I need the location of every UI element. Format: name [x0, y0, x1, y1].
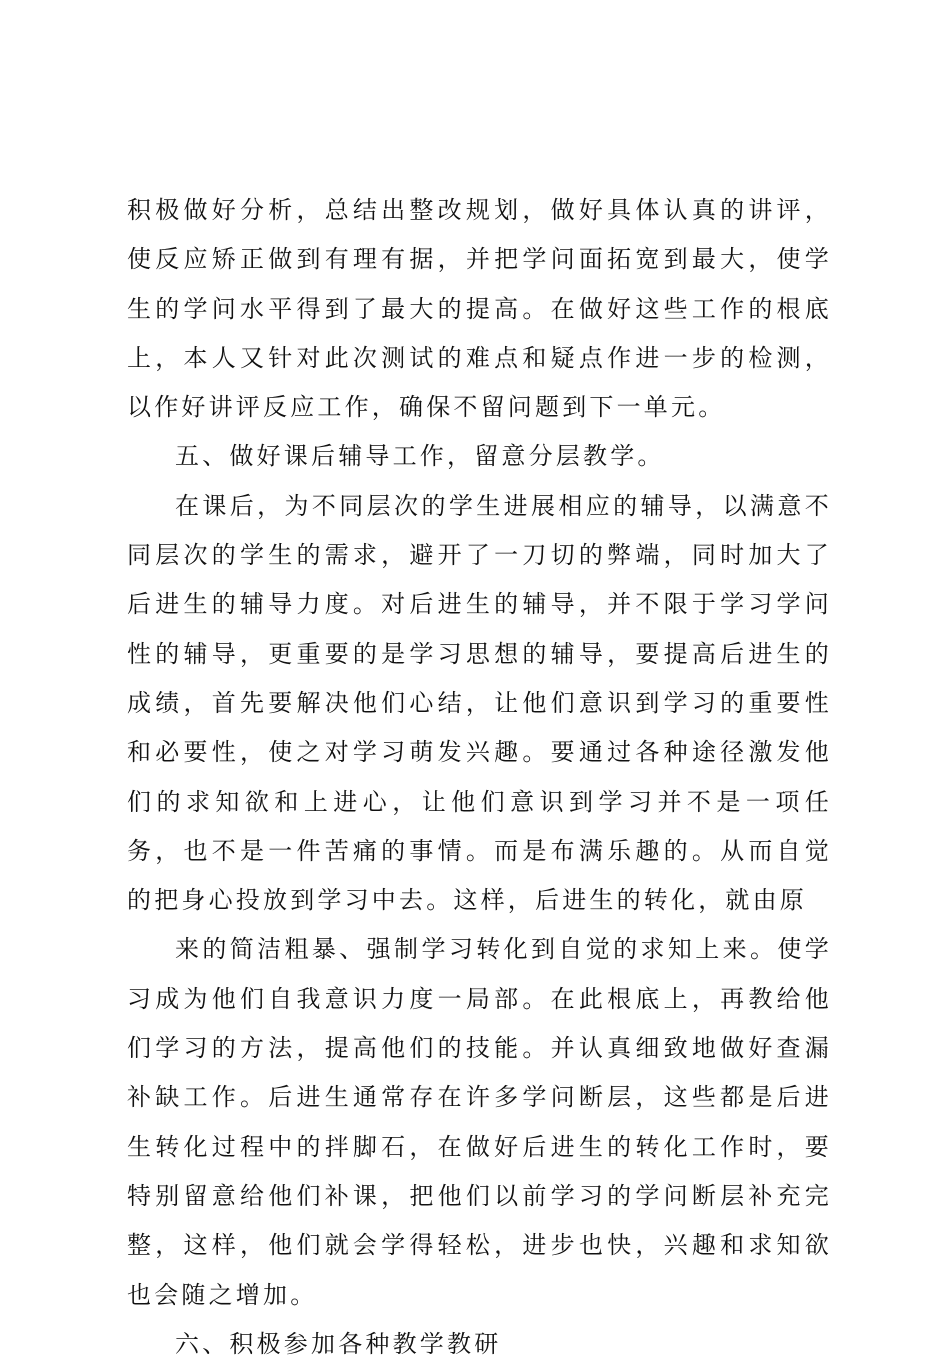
- paragraph-analysis-continued: 积极做好分析，总结出整改规划，做好具体认真的讲评，使反应矫正做到有理有据，并把学问面拓宽到最大，使学生的学问水平得到了最大的提高。在做好这些工作的根底上，本人又针对此次测试的难点和疑点作进一步的检测，以作好讲评反应工作，确保不留问题到下一单元。: [127, 196, 832, 422]
- paragraph-learning-methods: 来的简洁粗暴、强制学习转化到自觉的求知上来。使学习成为他们自我意识力度一局部。在此根底上，再教给他们学习的方法，提高他们的技能。并认真细致地做好查漏补缺工作。后进生通常存在许多学问断层，这些都是后进生转化过程中的拌脚石，在做好后进生的转化工作时，要特别留意给他们补课，把他们以前学习的学问断层补充完整，这样，他们就会学得轻松，进步也快，兴趣和求知欲也会随之增加。: [127, 935, 832, 1309]
- document-body: [127, 186, 832, 1369]
- section-heading-six: 六、积极参加各种教学教研: [175, 1329, 502, 1358]
- section-heading-five: 五、做好课后辅导工作，留意分层教学。: [175, 442, 665, 471]
- paragraph-after-class-tutoring: 在课后，为不同层次的学生进展相应的辅导，以满意不同层次的学生的需求，避开了一刀切的弊端，同时加大了后进生的辅导力度。对后进生的辅导，并不限于学习学问性的辅导，更重要的是学习思想的辅导，要提高后进生的成绩，首先要解决他们心结，让他们意识到学习的重要性和必要性，使之对学习萌发兴趣。要通过各种途径激发他们的求知欲和上进心，让他们意识到学习并不是一项任务，也不是一件苦痛的事情。而是布满乐趣的。从而自觉的把身心投放到学习中去。这样，后进生的转化，就由原: [127, 491, 832, 915]
